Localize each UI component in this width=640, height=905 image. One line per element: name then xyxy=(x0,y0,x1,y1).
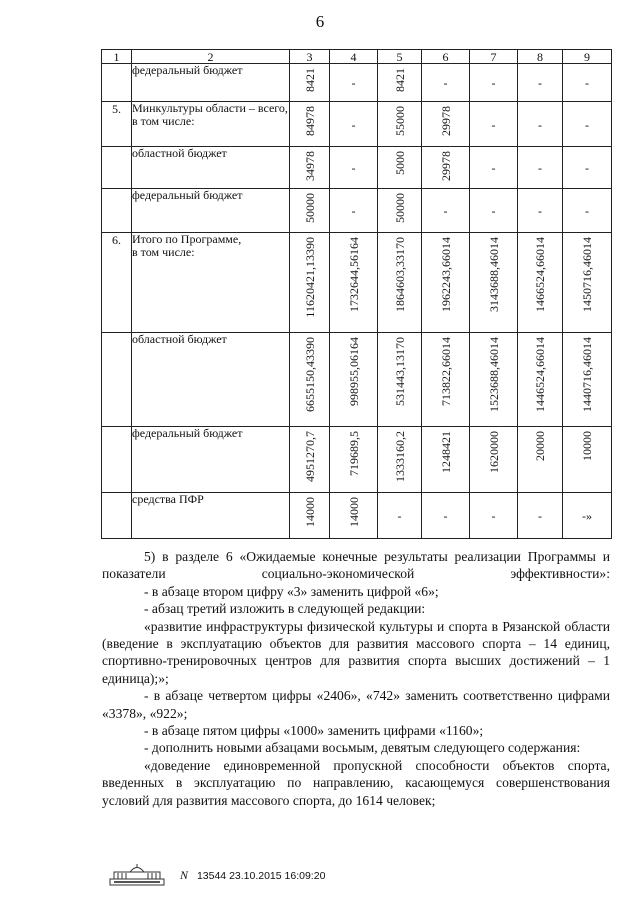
value-cell xyxy=(290,427,330,493)
numeric-value: 1440716,46014 xyxy=(580,337,594,412)
dash-value: - xyxy=(538,118,542,132)
row-label: федеральный бюджет xyxy=(132,189,290,233)
value-cell xyxy=(330,427,378,493)
table-row xyxy=(102,493,612,539)
paragraph: 5) в разделе 6 «Ожидаемые конечные результаты реализации Программы и показатели социально-экономической эффективности»: xyxy=(102,549,610,582)
value-cell xyxy=(518,147,563,189)
header-cell: 3 xyxy=(290,50,330,64)
numeric-value: 14000 xyxy=(346,497,361,527)
paragraph: «развитие инфраструктуры физической культуры и спорта в Рязанской области (введение в эксплуатацию объектов для развития массового спорта – 14 единиц, спортивно-тренировочных центров для развития спорта высших достижений – 1 единица);»; xyxy=(102,618,610,686)
value-cell xyxy=(518,189,563,233)
value-cell xyxy=(563,102,612,147)
paragraph: - дополнить новыми абзацами восьмым, девятым следующего содержания: xyxy=(144,740,581,756)
header-cell: 4 xyxy=(330,50,378,64)
table-row xyxy=(102,64,612,102)
numeric-value: 50000 xyxy=(392,193,407,223)
value-cell xyxy=(422,493,470,539)
dash-value: - xyxy=(538,509,542,523)
numeric-value: 1620000 xyxy=(486,431,501,473)
value-cell xyxy=(518,333,563,427)
row-label: Итого по Программе, в том числе: xyxy=(132,233,290,333)
value-cell xyxy=(290,147,330,189)
table-row xyxy=(102,147,612,189)
value-cell xyxy=(470,147,518,189)
row-label: Минкультуры области – всего, в том числе: xyxy=(132,102,290,147)
header-cell: 5 xyxy=(378,50,422,64)
paragraph: - в абзаце пятом цифры «1000» заменить цифрами «1160»; xyxy=(144,723,484,739)
dash-value: - xyxy=(491,161,496,175)
dash-value: - xyxy=(443,204,448,218)
value-cell xyxy=(518,102,563,147)
table-row xyxy=(102,333,612,427)
value-cell xyxy=(330,233,378,333)
value-cell xyxy=(290,64,330,102)
numeric-value: 1864603,33170 xyxy=(392,237,407,312)
row-label: областной бюджет xyxy=(132,333,290,427)
numeric-value: 55000 xyxy=(392,106,407,136)
value-cell xyxy=(518,64,563,102)
dash-value: - xyxy=(538,161,542,175)
dash-value: - xyxy=(491,509,496,523)
doc-symbol: N xyxy=(180,867,189,882)
value-cell xyxy=(330,333,378,427)
value-cell xyxy=(378,102,422,147)
header-cell: 1 xyxy=(102,50,132,64)
numeric-value: 6655150,43390 xyxy=(302,337,317,412)
numeric-value: 14000 xyxy=(302,497,317,527)
value-cell xyxy=(563,189,612,233)
dash-value: - xyxy=(397,509,402,523)
value-cell xyxy=(470,102,518,147)
row-label: областной бюджет xyxy=(132,147,290,189)
header-cell: 2 xyxy=(132,50,290,64)
dash-value: - xyxy=(585,76,589,90)
value-cell xyxy=(422,147,470,189)
dash-value: - xyxy=(443,509,448,523)
dash-value: - xyxy=(538,76,542,90)
numeric-value: 29978 xyxy=(438,151,453,181)
row-number xyxy=(102,333,132,427)
value-cell xyxy=(378,147,422,189)
dash-value: - xyxy=(351,76,356,90)
numeric-value: 713822,66014 xyxy=(438,337,453,406)
numeric-value: 998955,06164 xyxy=(346,337,361,406)
budget-table xyxy=(101,49,612,539)
row-number xyxy=(102,147,132,189)
numeric-value: 4951270,7 xyxy=(302,431,317,482)
paragraph: - абзац третий изложить в следующей редакции: xyxy=(144,601,426,617)
dash-value: - xyxy=(585,118,589,132)
building-logo-icon xyxy=(108,863,166,887)
value-cell xyxy=(422,64,470,102)
value-cell xyxy=(470,427,518,493)
numeric-value: 8421 xyxy=(392,68,407,92)
value-cell xyxy=(563,493,612,539)
value-cell xyxy=(470,493,518,539)
value-cell xyxy=(330,189,378,233)
value-cell xyxy=(563,64,612,102)
numeric-value: 5000 xyxy=(392,151,407,175)
numeric-value: 10000 xyxy=(580,431,594,461)
table-row xyxy=(102,102,612,147)
numeric-value: 1523688,46014 xyxy=(486,337,501,412)
row-label: федеральный бюджет xyxy=(132,64,290,102)
numeric-value: 1732644,56164 xyxy=(346,237,361,312)
doc-timestamp: 23.10.2015 16:09:20 xyxy=(229,869,326,882)
table-row xyxy=(102,427,612,493)
numeric-value: 3143688,46014 xyxy=(486,237,501,312)
value-cell xyxy=(563,427,612,493)
numeric-value: 34978 xyxy=(302,151,317,181)
doc-id: 13544 xyxy=(196,869,227,882)
dash-value: - xyxy=(351,204,356,218)
row-number xyxy=(102,427,132,493)
table-row xyxy=(102,189,612,233)
value-cell xyxy=(378,189,422,233)
value-cell xyxy=(563,333,612,427)
numeric-value: 11620421,13390 xyxy=(302,237,317,318)
value-cell xyxy=(563,147,612,189)
value-cell xyxy=(330,147,378,189)
value-cell xyxy=(290,493,330,539)
page-number: 6 xyxy=(315,12,325,31)
value-cell xyxy=(290,233,330,333)
row-number xyxy=(102,493,132,539)
value-cell xyxy=(378,427,422,493)
value-cell xyxy=(422,189,470,233)
numeric-value: 8421 xyxy=(302,68,317,92)
dash-value: - xyxy=(585,204,589,218)
numeric-value: 84978 xyxy=(302,106,317,136)
value-cell xyxy=(290,102,330,147)
value-cell xyxy=(378,233,422,333)
header-cell: 7 xyxy=(470,50,518,64)
value-cell xyxy=(518,493,563,539)
dash-value: - xyxy=(351,118,356,132)
dash-value: - xyxy=(491,204,496,218)
paragraph: - в абзаце четвертом цифры «2406», «742» заменить соответственно цифрами «3378», «922»; xyxy=(102,688,610,721)
value-cell xyxy=(330,64,378,102)
value-cell xyxy=(470,233,518,333)
row-number: 6. xyxy=(102,233,132,333)
numeric-value: 1446524,66014 xyxy=(533,337,547,412)
body-text xyxy=(102,548,610,809)
value-cell xyxy=(470,64,518,102)
value-cell xyxy=(518,233,563,333)
dash-value: - xyxy=(585,161,589,175)
value-cell xyxy=(330,493,378,539)
value-cell xyxy=(378,493,422,539)
value-cell xyxy=(290,333,330,427)
dash-value: - xyxy=(491,118,496,132)
value-cell xyxy=(470,333,518,427)
value-cell xyxy=(422,102,470,147)
table-row xyxy=(102,233,612,333)
numeric-value: 1333160,2 xyxy=(392,431,407,482)
value-cell xyxy=(378,333,422,427)
value-cell xyxy=(518,427,563,493)
numeric-value: 20000 xyxy=(533,431,547,461)
header-cell: 6 xyxy=(422,50,470,64)
dash-value: - xyxy=(538,204,542,218)
numeric-value: 1450716,46014 xyxy=(580,237,594,312)
value-cell xyxy=(290,189,330,233)
numeric-value: 719689,5 xyxy=(346,431,361,476)
row-number: 5. xyxy=(102,102,132,147)
header-cell: 8 xyxy=(518,50,563,64)
row-number xyxy=(102,189,132,233)
numeric-value: 50000 xyxy=(302,193,317,223)
dash-value: -» xyxy=(582,509,592,523)
paragraph: - в абзаце втором цифру «3» заменить цифрой «6»; xyxy=(144,583,439,599)
footer xyxy=(108,862,325,888)
numeric-value: 1248421 xyxy=(438,431,453,473)
value-cell xyxy=(330,102,378,147)
row-label: средства ПФР xyxy=(132,493,290,539)
value-cell xyxy=(470,189,518,233)
numeric-value: 1962243,66014 xyxy=(438,237,453,312)
value-cell xyxy=(378,64,422,102)
value-cell xyxy=(563,233,612,333)
dash-value: - xyxy=(491,76,496,90)
dash-value: - xyxy=(443,76,448,90)
row-number xyxy=(102,64,132,102)
value-cell xyxy=(422,333,470,427)
value-cell xyxy=(422,233,470,333)
table-header-row xyxy=(102,50,612,64)
header-cell: 9 xyxy=(563,50,612,64)
value-cell xyxy=(422,427,470,493)
row-label: федеральный бюджет xyxy=(132,427,290,493)
dash-value: - xyxy=(351,161,356,175)
paragraph: «доведение единовременной пропускной способности объектов спорта, введенных в эксплуатацию по направлению, касающемуся совершенствования условий для развития массового спорта, до 1614 человек; xyxy=(102,757,610,808)
numeric-value: 1466524,66014 xyxy=(533,237,547,312)
numeric-value: 531443,13170 xyxy=(392,337,407,406)
numeric-value: 29978 xyxy=(438,106,453,136)
